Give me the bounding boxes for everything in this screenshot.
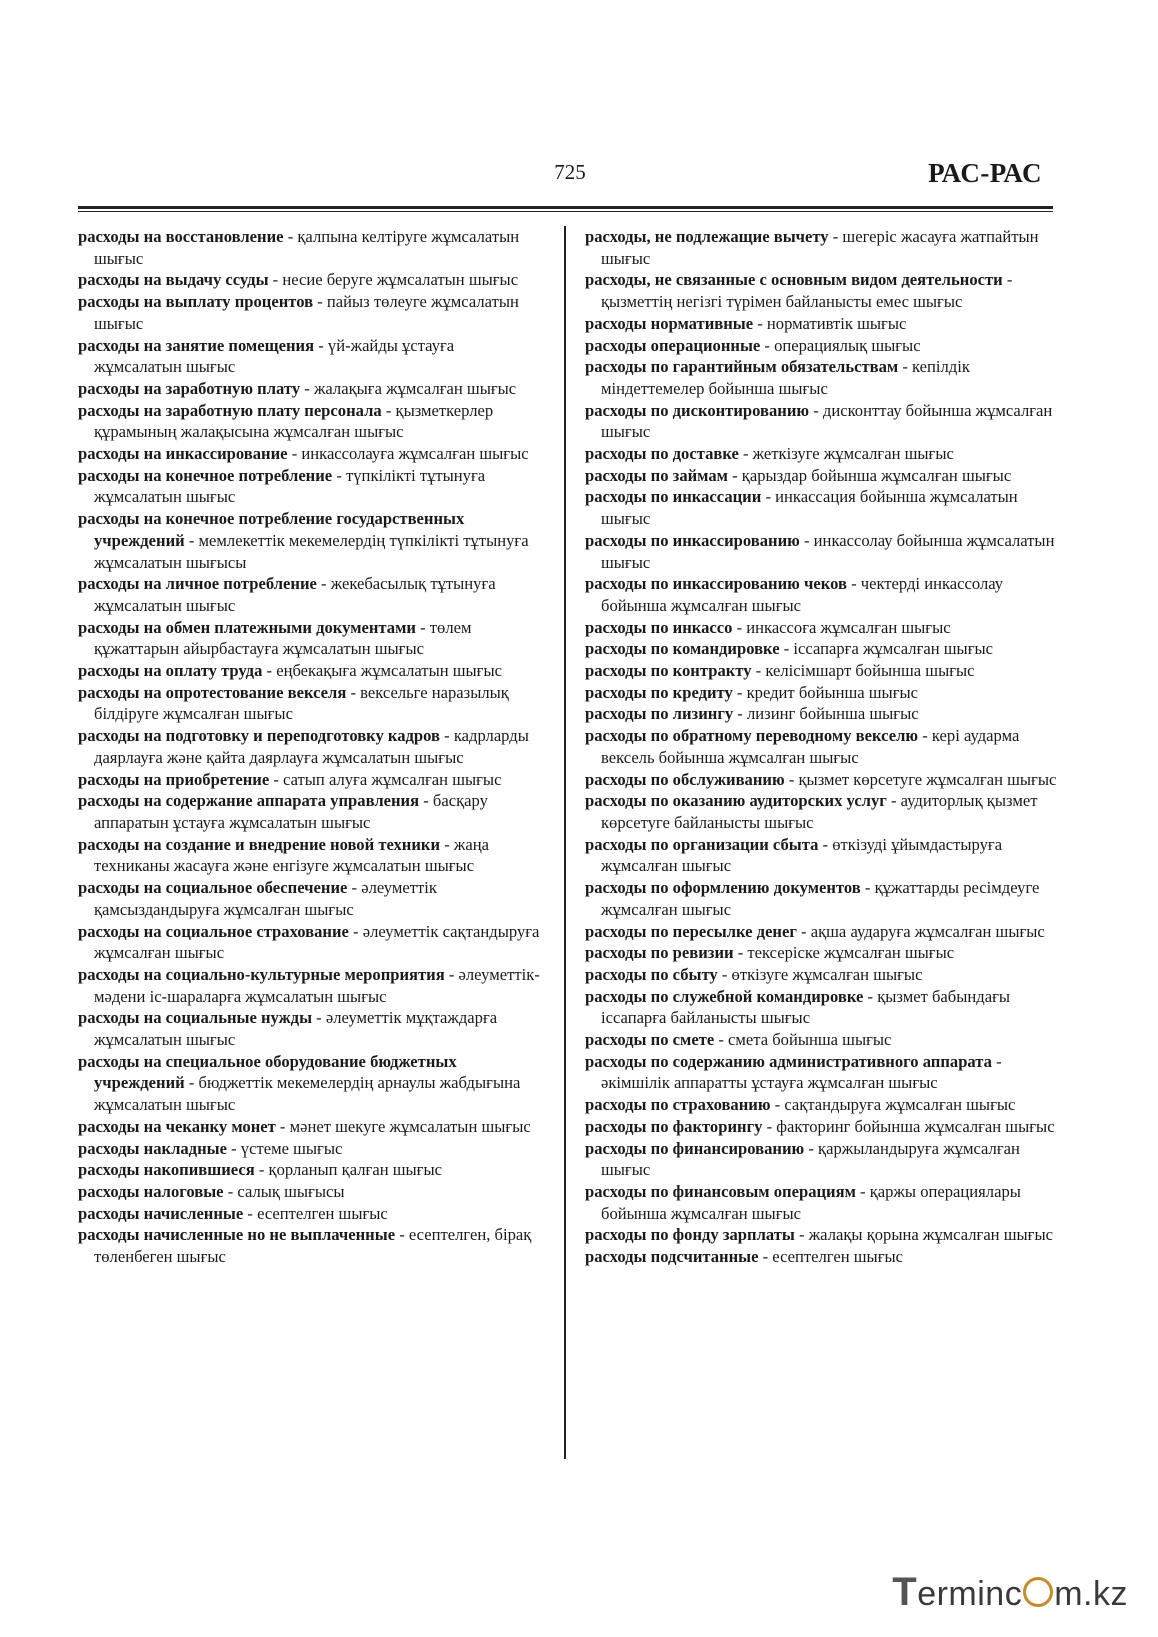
entry-definition: - мемлекеттік мекемелердің түпкілікті тұтынуға жұмсалатын шығысы [94, 530, 529, 572]
globe-icon [1023, 1577, 1053, 1607]
entry-term: расходы по служебной командировке [585, 986, 864, 1006]
entry-definition: - тексеріске жұмсалған шығыс [733, 943, 955, 963]
entry-definition: - жаңа техниканы жасауға және енгізуге жұмсалатын шығыс [94, 834, 489, 876]
dictionary-entry [78, 378, 540, 400]
entry-term: расходы на заработную плату персонала [78, 400, 382, 420]
entry-term: расходы на социально-культурные мероприятия [78, 964, 445, 984]
entry-definition: - операциялық шығыс [760, 335, 921, 355]
entry-term: расходы, не связанные с основным видом деятельности [585, 270, 1003, 290]
dictionary-entry [585, 660, 1060, 682]
entry-definition: - төлем құжаттарын айырбастауға жұмсалатын шығыс [94, 617, 472, 659]
entry-term: расходы на подготовку и переподготовку кадров [78, 726, 441, 746]
dictionary-entry [78, 226, 540, 269]
dictionary-entry [78, 660, 540, 682]
entry-definition: - қалпына келтіруге жұмсалатын шығыс [94, 227, 520, 268]
entry-term: расходы по обслуживанию [585, 769, 785, 789]
entry-definition: - кері аударма вексель бойынша жұмсалған шығыс [601, 726, 1020, 767]
entry-definition: - өткізуді ұйымдастыруға жұмсалған шығыс [601, 834, 1003, 876]
dictionary-entry [78, 508, 540, 573]
header-rule-thin [78, 211, 1053, 212]
entry-term: расходы на чеканку монет [78, 1116, 276, 1136]
entry-definition: - есептелген шығыс [758, 1247, 904, 1267]
dictionary-entry [78, 465, 540, 508]
entry-definition: - мәнет шекуге жұмсалатын шығыс [275, 1116, 531, 1136]
entry-definition: - кадрларды даярлауға және қайта даярлауға жұмсалатын шығыс [94, 726, 529, 767]
entry-term: расходы по содержанию административного аппарата [585, 1051, 992, 1071]
entry-term: расходы по дисконтированию [585, 400, 810, 420]
entry-term: расходы по инкассации [585, 487, 762, 507]
entry-term: расходы по инкассо [585, 617, 733, 637]
entry-definition: - қарыздар бойынша жұмсалған шығыс [727, 465, 1012, 485]
entry-term: расходы на содержание аппарата управления [78, 791, 420, 811]
watermark-suffix: m.kz [1054, 1575, 1128, 1613]
dictionary-entry [78, 335, 540, 378]
entry-definition: - смета бойынша шығыс [714, 1030, 892, 1050]
dictionary-entry [585, 269, 1060, 312]
dictionary-entry [585, 313, 1060, 335]
entry-definition: - есептелген шығыс [243, 1203, 388, 1223]
entry-term: расходы на выплату процентов [78, 292, 314, 312]
entry-term: расходы по кредиту [585, 682, 733, 702]
entry-definition: - әкімшілік аппаратты ұстауға жұмсалған шығыс [601, 1051, 1002, 1093]
dictionary-entry [78, 1203, 540, 1225]
entry-definition: - ақша аударуға жұмсалған шығыс [796, 921, 1045, 941]
dictionary-entry [78, 1138, 540, 1160]
dictionary-entry [585, 790, 1060, 833]
page-number: 725 [554, 160, 586, 184]
dictionary-entry [78, 790, 540, 833]
dictionary-entry [78, 291, 540, 334]
entry-term: расходы по финансированию [585, 1138, 805, 1158]
entry-definition: - аудиторлық қызмет көрсетуге байланысты шығыс [601, 791, 1038, 832]
entry-term: расходы на социальные нужды [78, 1008, 313, 1028]
dictionary-entry [585, 400, 1060, 443]
dictionary-entry [78, 1116, 540, 1138]
entry-definition: - қызметтің негізгі түрімен байланысты емес шығыс [601, 270, 1013, 312]
entry-term: расходы на конечное потребление [78, 465, 333, 485]
dictionary-entry [585, 942, 1060, 964]
dictionary-entry [585, 226, 1060, 269]
dictionary-entry [585, 530, 1060, 573]
entry-definition: - дисконттау бойынша жұмсалған шығыс [601, 400, 1053, 442]
entry-definition: - әлеуметтік сақтандыруға жұмсалған шығыс [94, 921, 540, 963]
entry-term: расходы по оформлению документов [585, 878, 861, 898]
entry-definition: - кепілдік міндеттемелер бойынша шығыс [601, 357, 970, 398]
dictionary-entry [78, 921, 540, 964]
dictionary-entry [78, 1051, 540, 1116]
entry-term: расходы на конечное потребление государственных учреждений [78, 509, 465, 550]
entry-definition: - қаржыландыруға жұмсалған шығыс [601, 1138, 1020, 1180]
watermark-middle: erminc [917, 1575, 1023, 1613]
entry-term: расходы по займам [585, 465, 728, 485]
entry-definition: - несие беруге жұмсалатын шығыс [268, 270, 519, 290]
entry-term: расходы по командировке [585, 639, 780, 659]
entry-definition: - жекебасылық тұтынуға жұмсалатын шығыс [94, 574, 496, 615]
entry-definition: - сақтандыруға жұмсалған шығыс [770, 1095, 1016, 1115]
dictionary-entry [585, 1116, 1060, 1138]
entry-definition: - чектерді инкассолау бойынша жұмсалған шығыс [601, 574, 1004, 615]
entry-definition: - лизинг бойынша шығыс [733, 704, 919, 724]
entry-definition: - салық шығысы [223, 1181, 345, 1201]
entry-term: расходы по ревизии [585, 943, 734, 963]
entry-definition: - еңбекақыға жұмсалатын шығыс [262, 661, 502, 681]
entry-term: расходы по инкассированию чеков [585, 574, 847, 594]
entry-definition: - қызметкерлер құрамының жалақысына жұмсалған шығыс [94, 400, 494, 442]
dictionary-entry [585, 1224, 1060, 1246]
entry-term: расходы на специальное оборудование бюджетных учреждений [78, 1051, 457, 1093]
dictionary-entry [585, 1029, 1060, 1051]
watermark-prefix: T [892, 1570, 918, 1614]
entry-term: расходы начисленные но не выплаченные [78, 1225, 396, 1245]
entry-definition: - қорланып қалған шығыс [254, 1160, 442, 1180]
entry-term: расходы накопившиеся [78, 1160, 255, 1180]
entry-definition: - қызмет көрсетуге жұмсалған шығыс [784, 769, 1057, 789]
dictionary-entry [585, 1138, 1060, 1181]
dictionary-entry [585, 877, 1060, 920]
entry-definition: - әлеуметтік қамсыздандыруға жұмсалған шығыс [94, 878, 437, 919]
dictionary-entry [78, 1159, 540, 1181]
dictionary-entry [585, 769, 1060, 791]
entry-definition: - инкассация бойынша жұмсалатын шығыс [601, 487, 1018, 529]
entry-term: расходы на создание и внедрение новой техники [78, 834, 441, 854]
entry-definition: - кредит бойынша шығыс [732, 682, 919, 702]
dictionary-entry [585, 964, 1060, 986]
right-column [585, 226, 1060, 1268]
entry-definition: - қаржы операциялары бойынша жұмсалған шығыс [601, 1181, 1021, 1223]
entry-definition: - жеткізуге жұмсалған шығыс [738, 444, 954, 464]
entry-definition: - жалақыға жұмсалған шығыс [300, 378, 517, 398]
terminkom-watermark-logo [892, 1570, 1128, 1615]
dictionary-entry [585, 335, 1060, 357]
entry-definition: - факторинг бойынша жұмсалған шығыс [762, 1116, 1055, 1136]
entry-term: расходы налоговые [78, 1181, 224, 1201]
entry-term: расходы по смете [585, 1030, 715, 1050]
entry-definition: - басқару аппаратын ұстауға жұмсалатын шығыс [94, 791, 488, 832]
entry-definition: - түпкілікті тұтынуға жұмсалатын шығыс [94, 465, 486, 507]
left-column [78, 226, 540, 1268]
entry-definition: - өткізуге жұмсалған шығыс [717, 964, 923, 984]
entry-definition: - инкассолау бойынша жұмсалатын шығыс [601, 530, 1055, 572]
dictionary-entry [585, 986, 1060, 1029]
entry-term: расходы по фонду зарплаты [585, 1225, 795, 1245]
entry-definition: - нормативтік шығыс [753, 313, 907, 333]
entry-definition: - вексельге наразылық білдіруге жұмсалған шығыс [94, 682, 509, 724]
dictionary-entry [78, 834, 540, 877]
dictionary-entry [585, 356, 1060, 399]
entry-definition: - есептелген, бірақ төленбеген шығыс [94, 1225, 532, 1267]
entry-definition: - жалақы қорына жұмсалған шығыс [794, 1225, 1053, 1245]
header-rule [78, 206, 1053, 209]
entry-term: расходы накладные [78, 1138, 227, 1158]
entry-term: расходы нормативные [585, 313, 754, 333]
entry-definition: - әлеуметтік-мәдени іс-шараларға жұмсалатын шығыс [94, 964, 540, 1006]
dictionary-entry [78, 682, 540, 725]
entry-term: расходы на личное потребление [78, 574, 317, 594]
entry-term: расходы на заработную плату [78, 378, 301, 398]
dictionary-entry [585, 921, 1060, 943]
dictionary-entry [585, 1246, 1060, 1268]
dictionary-entry [78, 877, 540, 920]
entry-term: расходы на приобретение [78, 769, 270, 789]
dictionary-entry [585, 725, 1060, 768]
entry-definition: - қызмет бабындағы іссапарға байланысты шығыс [601, 986, 1011, 1028]
dictionary-entry [585, 465, 1060, 487]
dictionary-entry [585, 617, 1060, 639]
column-divider [564, 226, 566, 1459]
entry-definition: - пайыз төлеуге жұмсалатын шығыс [94, 292, 519, 333]
entry-term: расходы на инкассирование [78, 444, 288, 464]
entry-term: расходы по контракту [585, 661, 752, 681]
dictionary-entry [78, 269, 540, 291]
entry-term: расходы на опротестование векселя [78, 682, 347, 702]
dictionary-entry [78, 1181, 540, 1203]
entry-definition: - сатып алуға жұмсалған шығыс [269, 769, 502, 789]
dictionary-entry [78, 400, 540, 443]
entry-term: расходы по обратному переводному векселю [585, 726, 919, 746]
entry-term: расходы по лизингу [585, 704, 734, 724]
dictionary-entry [585, 1181, 1060, 1224]
dictionary-entry [585, 486, 1060, 529]
entry-term: расходы по страхованию [585, 1095, 771, 1115]
dictionary-entry [585, 573, 1060, 616]
entry-definition: - келісімшарт бойынша шығыс [751, 661, 975, 681]
entry-term: расходы на социальное страхование [78, 921, 349, 941]
dictionary-entry [78, 573, 540, 616]
dictionary-entry [585, 638, 1060, 660]
entry-term: расходы по организации сбыта [585, 834, 819, 854]
entry-term: расходы на обмен платежными документами [78, 617, 416, 637]
dictionary-entry [78, 769, 540, 791]
entry-term: расходы начисленные [78, 1203, 244, 1223]
entry-definition: - инкассоға жұмсалған шығыс [732, 617, 951, 637]
dictionary-entry [585, 1051, 1060, 1094]
entry-definition: - үстеме шығыс [226, 1138, 343, 1158]
running-head: РАС-РАС [928, 158, 1042, 188]
entry-definition: - әлеуметтік мұқтаждарға жұмсалатын шығыс [94, 1008, 498, 1050]
entry-term: расходы по инкассированию [585, 530, 800, 550]
entry-definition: - іссапарға жұмсалған шығыс [779, 639, 994, 659]
entry-definition: - құжаттарды ресімдеуге жұмсалған шығыс [601, 878, 1040, 919]
dictionary-entry [78, 443, 540, 465]
entry-term: расходы операционные [585, 335, 761, 355]
entry-term: расходы по пересылке денег [585, 921, 797, 941]
dictionary-entry [585, 703, 1060, 725]
entry-term: расходы по сбыту [585, 964, 718, 984]
entry-term: расходы на оплату труда [78, 661, 263, 681]
entry-term: расходы по факторингу [585, 1116, 763, 1136]
dictionary-entry [78, 725, 540, 768]
entry-definition: - бюджеттік мекемелердің арнаулы жабдығына жұмсалатын шығыс [94, 1073, 521, 1115]
entry-term: расходы подсчитанные [585, 1247, 759, 1267]
entry-term: расходы на социальное обеспечение [78, 878, 348, 898]
entry-term: расходы на восстановление [78, 227, 284, 246]
dictionary-entry [78, 964, 540, 1007]
dictionary-entry [78, 1007, 540, 1050]
entry-definition: - инкассолауға жұмсалған шығыс [287, 444, 529, 464]
dictionary-entry [78, 1224, 540, 1267]
entry-term: расходы по финансовым операциям [585, 1181, 856, 1201]
entry-definition: - шегеріс жасауға жатпайтын шығыс [601, 227, 1039, 268]
entry-term: расходы на занятие помещения [78, 335, 315, 355]
entry-term: расходы на выдачу ссуды [78, 270, 269, 290]
dictionary-entry [585, 443, 1060, 465]
entry-term: расходы, не подлежащие вычету [585, 227, 829, 246]
entry-term: расходы по доставке [585, 444, 739, 464]
dictionary-entry [585, 682, 1060, 704]
entry-definition: - үй-жайды ұстауға жұмсалатын шығыс [94, 335, 455, 377]
entry-term: расходы по гарантийным обязательствам [585, 357, 899, 377]
entry-term: расходы по оказанию аудиторских услуг [585, 791, 887, 811]
dictionary-entry [585, 834, 1060, 877]
dictionary-entry [78, 617, 540, 660]
dictionary-entry [585, 1094, 1060, 1116]
